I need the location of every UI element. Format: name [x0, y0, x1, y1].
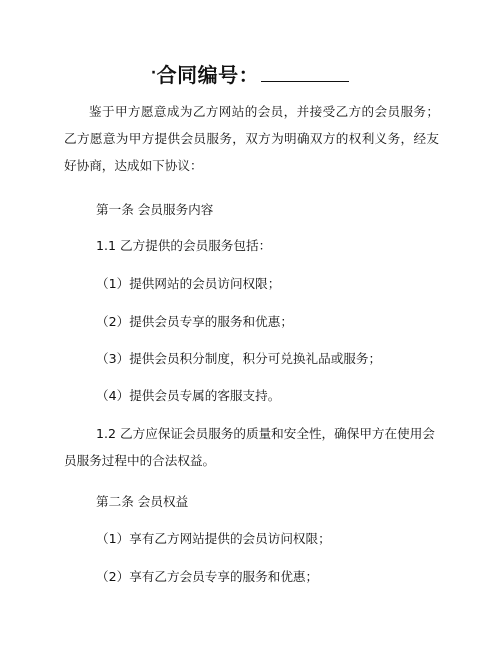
service-item-1: （1）提供网站的会员访问权限； — [96, 276, 281, 291]
service-item-4: （4）提供会员专属的客服支持。 — [96, 388, 281, 403]
clause-1-1: 1.1 乙方提供的会员服务包括： — [96, 238, 272, 253]
right-item-2: （2）享有乙方会员专享的服务和优惠； — [96, 569, 319, 584]
contract-title — [0, 60, 500, 90]
intro-paragraph: 鉴于甲方愿意成为乙方网站的会员，并接受乙方的会员服务；乙方愿意为甲方提供会员服务，双方为明确双方的权利义务，经友好协商，达成如下协议： — [64, 104, 439, 173]
service-item-3: （3）提供会员积分制度，积分可兑换礼品或服务； — [96, 351, 382, 366]
right-item-1: （1）享有乙方网站提供的会员访问权限； — [96, 531, 331, 546]
article-1-heading: 第一条 会员服务内容 — [96, 202, 214, 217]
article-2-heading: 第二条 会员权益 — [96, 494, 189, 509]
title-dot: · — [150, 65, 157, 81]
service-item-2: （2）提供会员专享的服务和优惠； — [96, 314, 293, 329]
contract-number-blank — [261, 63, 349, 82]
contract-number-label: 合同编号： — [156, 63, 260, 87]
clause-1-2: 1.2 乙方应保证会员服务的质量和安全性，确保甲方在使用会员服务过程中的合法权益。 — [64, 426, 435, 468]
